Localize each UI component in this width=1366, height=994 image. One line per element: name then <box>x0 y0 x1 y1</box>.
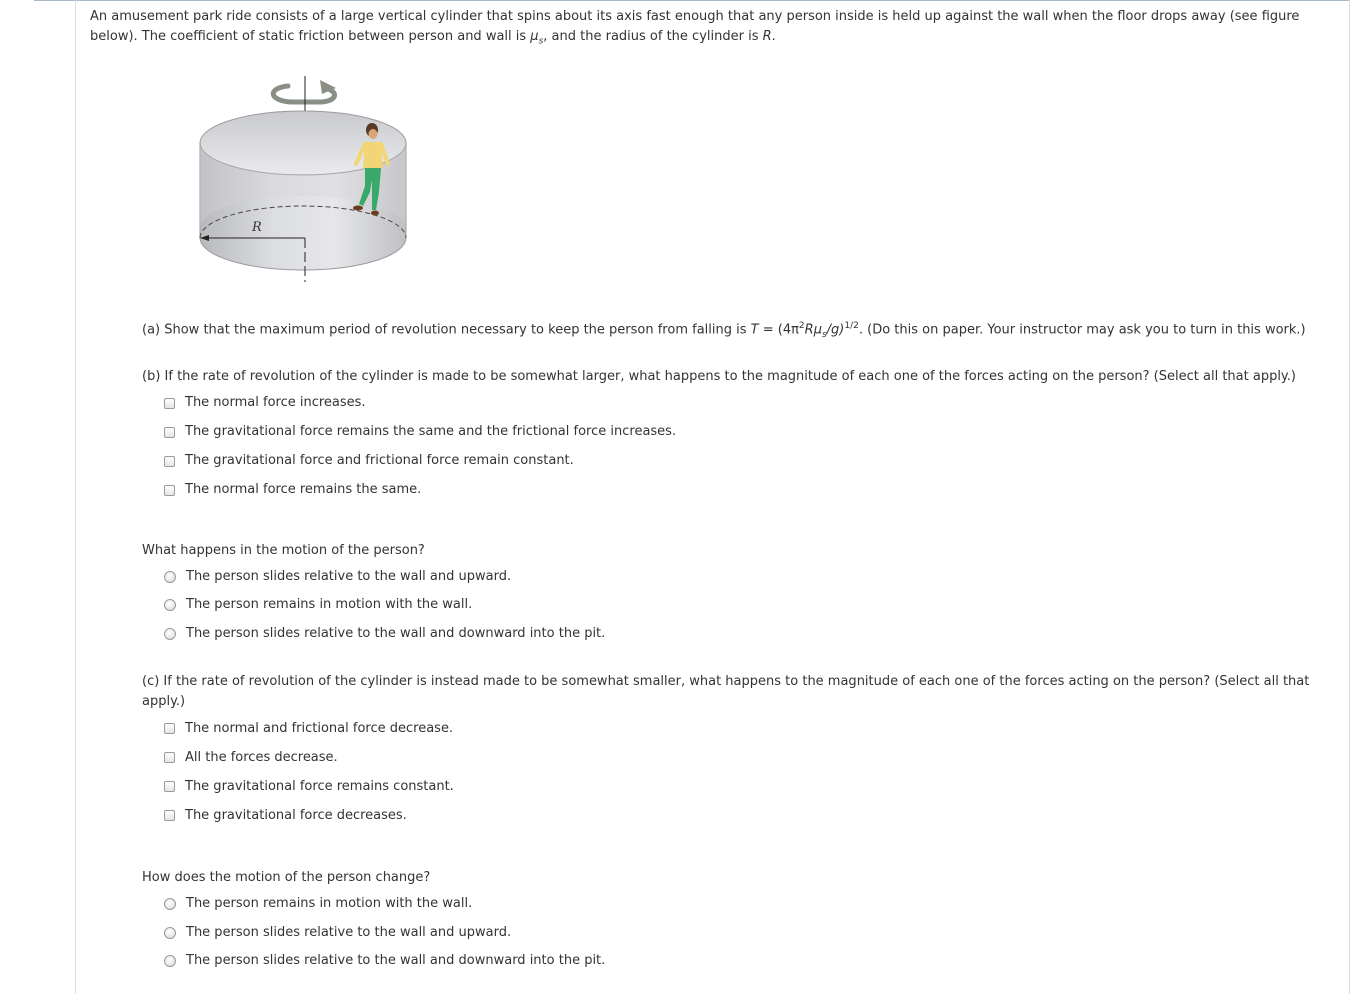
radius-label: R <box>252 219 262 235</box>
checkbox-icon[interactable] <box>164 427 175 438</box>
checkbox-icon[interactable] <box>164 485 175 496</box>
part-c-options <box>164 714 1330 830</box>
checkbox-icon[interactable] <box>164 723 175 734</box>
option-label: The person remains in motion with the wall. <box>186 597 473 613</box>
checkbox-icon[interactable] <box>164 398 175 409</box>
motion-question-c <box>142 868 1330 976</box>
option-label: The person slides relative to the wall and upward. <box>186 924 512 940</box>
radio-icon[interactable] <box>164 571 176 583</box>
option-label: The gravitational force remains constant. <box>185 778 454 794</box>
radio-icon[interactable] <box>164 628 176 640</box>
problem-statement <box>90 7 1330 52</box>
part-c-option[interactable] <box>164 772 1330 801</box>
formula-subscript: s <box>821 329 827 340</box>
option-label: The gravitational force remains the same and the frictional force increases. <box>185 424 677 440</box>
intro-text: An amusement park ride consists of a large vertical cylinder that spins about its axis fast enough that any person inside is held up against the wall when the floor drops away (see figure below). The coefficient of static friction between person and wall is <box>90 9 1300 44</box>
option-label: The gravitational force decreases. <box>185 807 407 823</box>
motion-b-option[interactable] <box>164 620 1330 649</box>
option-label: The normal force remains the same. <box>185 482 422 498</box>
frame-top-border <box>34 0 1350 1</box>
period-symbol: T <box>750 321 759 337</box>
part-b-option[interactable] <box>164 389 1330 418</box>
formula-power: 1/2 <box>844 320 859 331</box>
formula-part-3: /g) <box>826 321 845 337</box>
option-label: The normal force increases. <box>185 395 366 411</box>
part-c-option[interactable] <box>164 743 1330 772</box>
part-b-options <box>164 389 1330 505</box>
frame-right-border <box>1349 0 1350 994</box>
option-label: The person remains in motion with the wall. <box>186 896 473 912</box>
part-c <box>142 672 1330 830</box>
part-a <box>142 314 1330 347</box>
part-c-question: (c) If the rate of revolution of the cylinder is instead made to be somewhat smaller, what happens to the magnitude of each one of the forces acting on the person? (Select all that apply.) <box>142 674 1310 710</box>
checkbox-icon[interactable] <box>164 781 175 792</box>
radio-icon[interactable] <box>164 898 176 910</box>
cylinder-diagram <box>190 68 430 308</box>
checkbox-icon[interactable] <box>164 810 175 821</box>
option-label: The person slides relative to the wall and upward. <box>186 568 512 584</box>
motion-b-option[interactable] <box>164 591 1330 620</box>
motion-c-option[interactable] <box>164 890 1330 919</box>
option-label: The person slides relative to the wall and downward into the pit. <box>186 625 606 641</box>
option-label: All the forces decrease. <box>185 749 338 765</box>
part-b-option[interactable] <box>164 418 1330 447</box>
checkbox-icon[interactable] <box>164 456 175 467</box>
part-a-text-2: . (Do this on paper. Your instructor may ask you to turn in this work.) <box>858 321 1306 337</box>
mu-symbol: μ <box>530 29 539 44</box>
question-content <box>90 7 1330 976</box>
formula-part-2: Rμ <box>804 321 822 337</box>
motion-c-question: How does the motion of the person change? <box>142 870 431 886</box>
radio-icon[interactable] <box>164 599 176 611</box>
radio-icon[interactable] <box>164 927 176 939</box>
option-label: The gravitational force and frictional force remain constant. <box>185 453 574 469</box>
checkbox-icon[interactable] <box>164 752 175 763</box>
option-label: The normal and frictional force decrease. <box>185 720 454 736</box>
radius-symbol: R <box>762 29 772 44</box>
motion-b-options <box>164 563 1330 649</box>
part-b-question: (b) If the rate of revolution of the cylinder is made to be somewhat larger, what happens to the magnitude of each one of the forces acting on the person? (Select all that apply.) <box>142 368 1296 384</box>
part-c-option[interactable] <box>164 714 1330 743</box>
formula-part-1: = (4π <box>758 321 799 337</box>
part-b-option[interactable] <box>164 447 1330 476</box>
motion-c-options <box>164 890 1330 976</box>
part-c-option[interactable] <box>164 801 1330 830</box>
motion-c-option[interactable] <box>164 919 1330 948</box>
intro-text-2: , and the radius of the cylinder is <box>543 29 763 44</box>
cylinder-figure <box>190 68 430 308</box>
motion-b-option[interactable] <box>164 563 1330 592</box>
part-b <box>142 367 1330 505</box>
formula-exponent: 2 <box>798 320 805 331</box>
part-b-option[interactable] <box>164 476 1330 505</box>
radio-icon[interactable] <box>164 955 176 967</box>
motion-c-option[interactable] <box>164 947 1330 976</box>
motion-question-b <box>142 541 1330 649</box>
mu-subscript: s <box>538 36 544 47</box>
motion-b-question: What happens in the motion of the person? <box>142 542 425 558</box>
intro-text-3: . <box>771 29 776 44</box>
frame-left-border <box>75 0 76 994</box>
option-label: The person slides relative to the wall and downward into the pit. <box>186 953 606 969</box>
part-a-text: (a) Show that the maximum period of revolution necessary to keep the person from falling is <box>142 321 751 337</box>
